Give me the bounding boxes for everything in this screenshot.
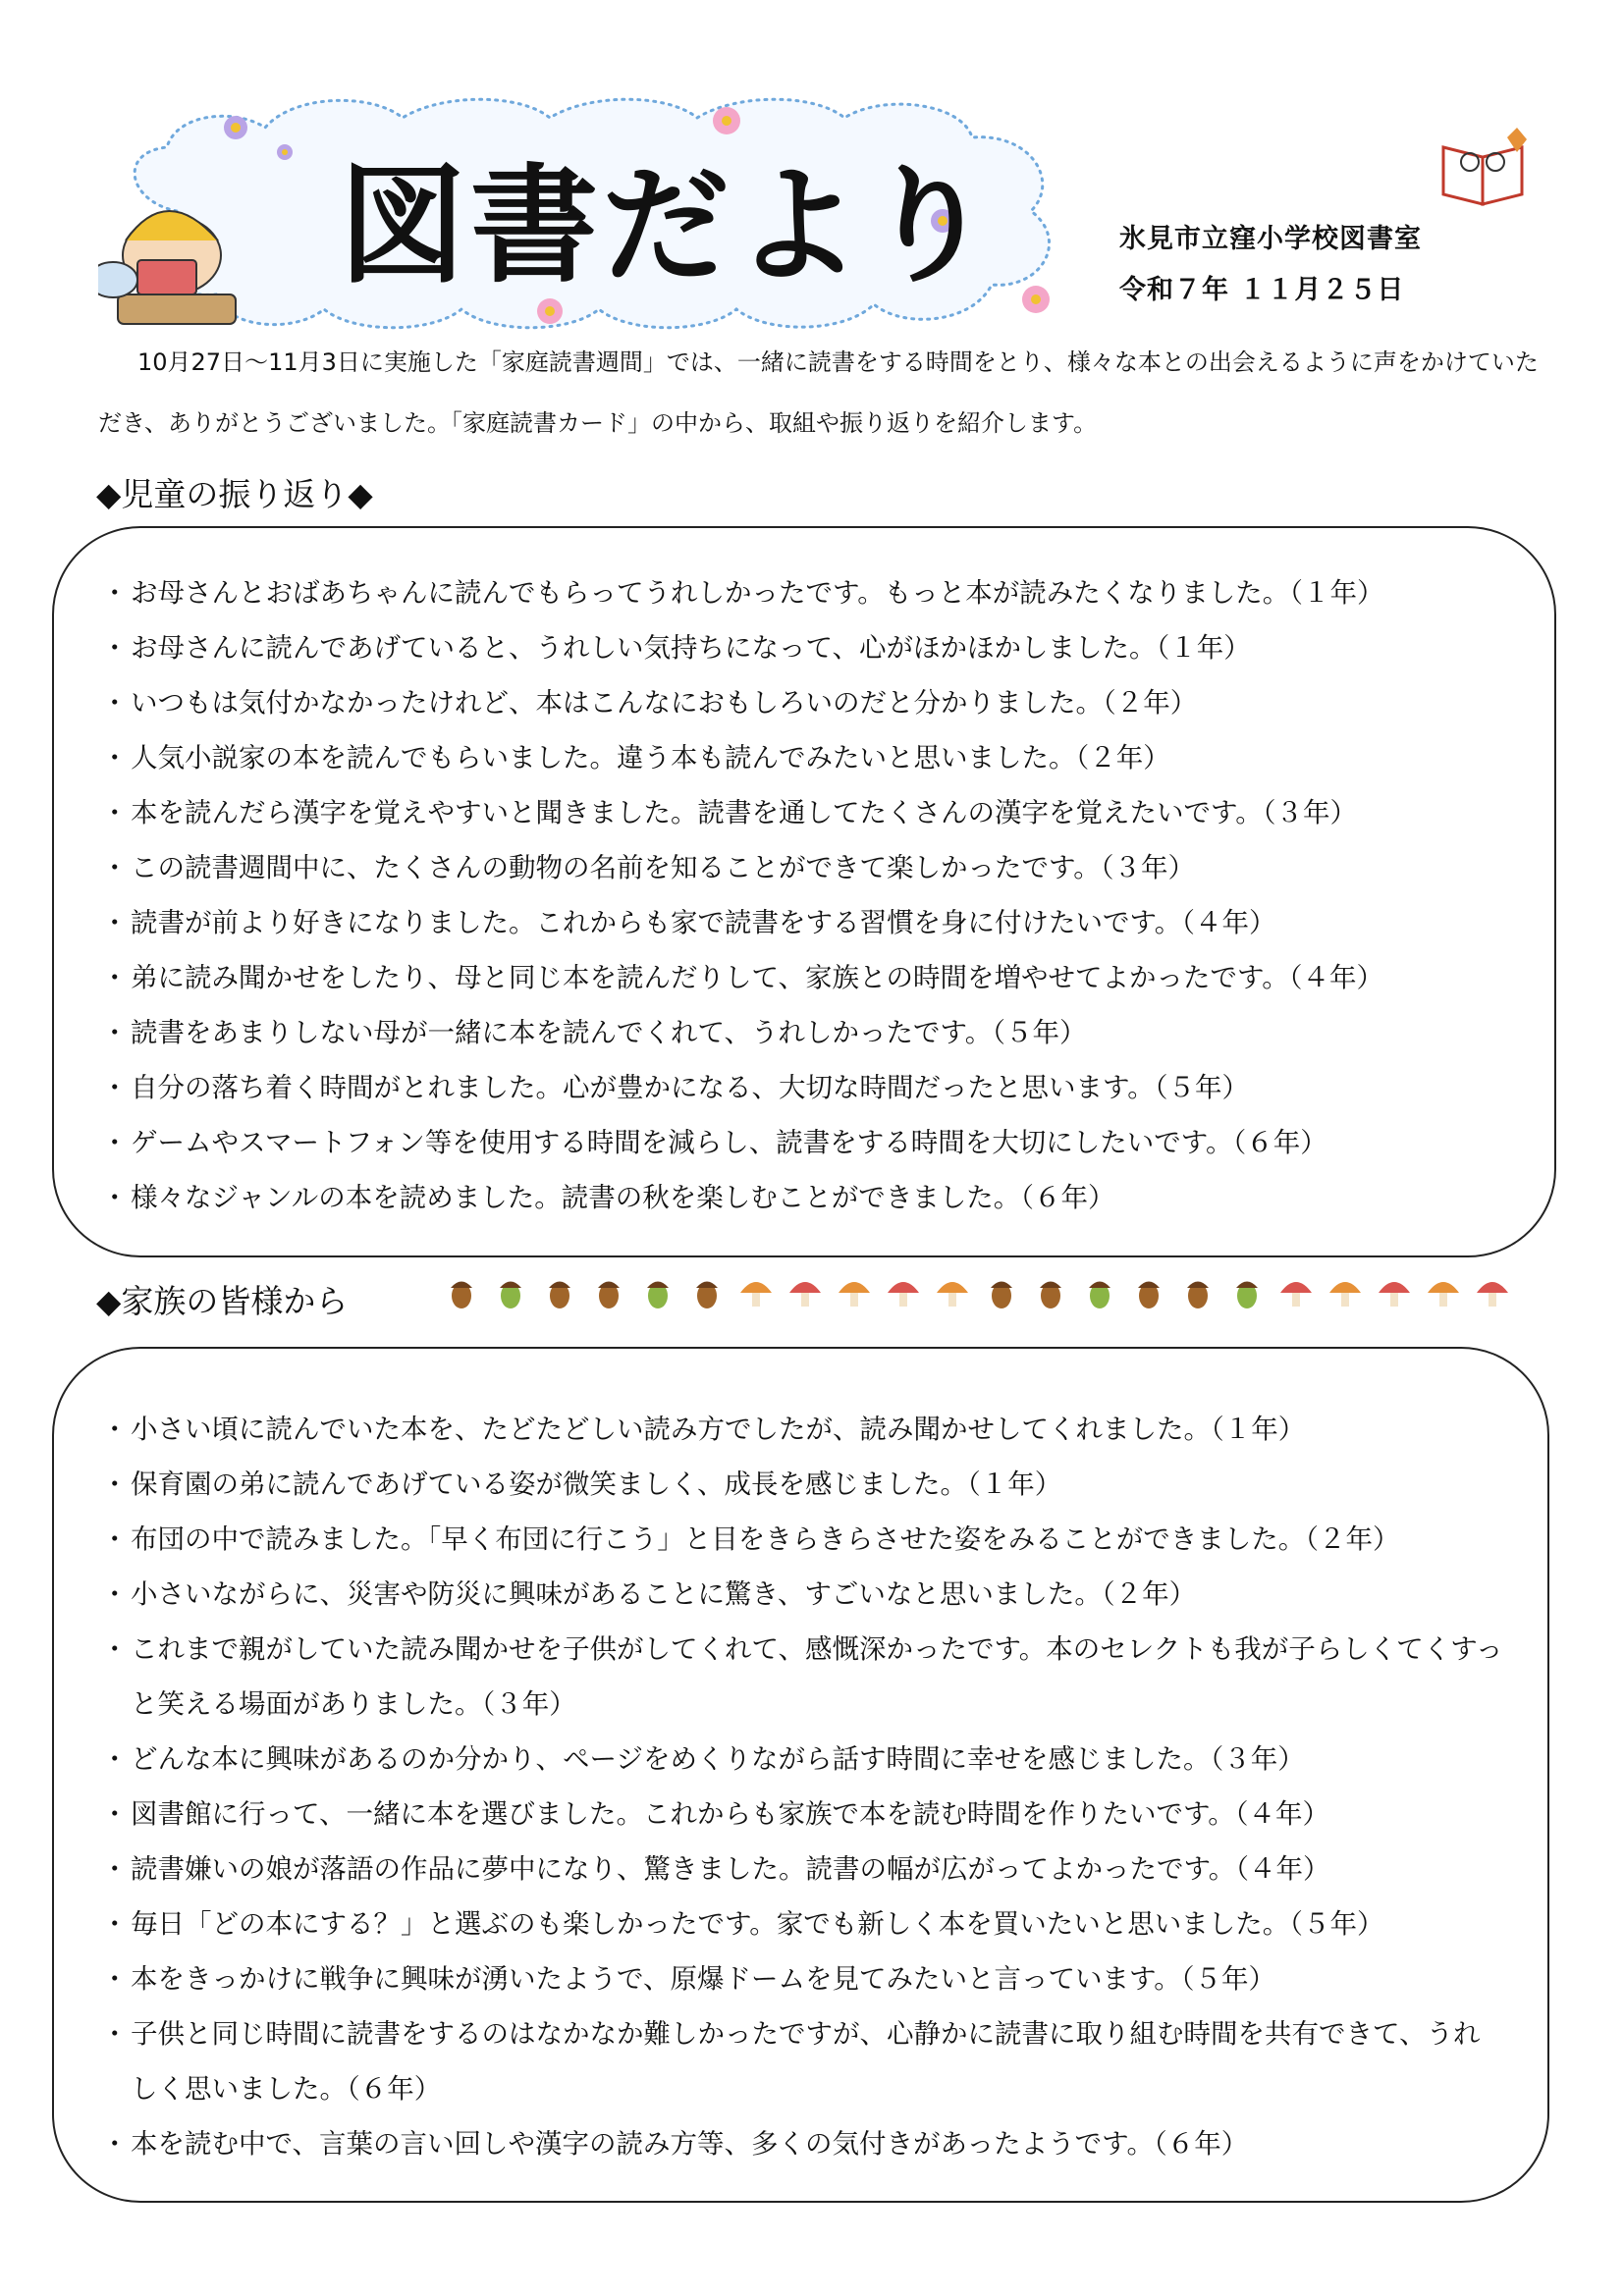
list-item: ・ これまで親がしていた読み聞かせを子供がしてくれて、感慨深かったです。本のセレクトも我が子らしくてくすっと笑える場面がありました。（３年） xyxy=(111,1622,1505,1732)
acorn-icon xyxy=(500,1282,521,1309)
list-item: ・ 本を読んだら漢字を覚えやすいと聞きました。読書を通してたくさんの漢字を覚えたいです。（３年） xyxy=(111,785,1384,840)
children-heading: ◆児童の振り返り◆ xyxy=(96,475,373,513)
list-item: ・ 読書が前より好きになりました。これからも家で読書をする習慣を身に付けたいです。（４年） xyxy=(111,895,1384,950)
mushroom-icon xyxy=(1428,1282,1459,1307)
title-cloud-frame xyxy=(98,93,1090,334)
acorn-icon xyxy=(1236,1282,1258,1309)
mushroom-icon xyxy=(937,1282,968,1307)
list-item: ・ お母さんに読んであげていると、うれしい気持ちになって、心がほかほかしました。（１年） xyxy=(111,620,1384,675)
acorn-icon xyxy=(1089,1282,1110,1309)
mushroom-icon xyxy=(1477,1282,1508,1307)
list-item: ・ 人気小説家の本を読んでもらいました。違う本も読んでみたいと思いました。（２年） xyxy=(111,730,1384,785)
list-item: ・ 小さいながらに、災害や防災に興味があることに驚き、すごいなと思いました。（２年） xyxy=(111,1567,1505,1622)
list-item: ・ 読書をあまりしない母が一緒に本を読んでくれて、うれしかったです。（５年） xyxy=(111,1005,1384,1060)
list-item: ・ 弟に読み聞かせをしたり、母と同じ本を読んだりして、家族との時間を増やせてよかったです。（４年） xyxy=(111,950,1384,1005)
acorn-icon xyxy=(1040,1282,1061,1309)
flower-icon xyxy=(537,298,563,324)
school-name: 氷見市立窪小学校図書室 xyxy=(1119,224,1422,254)
list-item: ・ お母さんとおばあちゃんに読んでもらってうれしかったです。もっと本が読みたくなりました。（１年） xyxy=(111,565,1384,620)
list-item: ・ 本をきっかけに戦争に興味が湧いたようで、原爆ドームを見てみたいと言っています。（５年） xyxy=(111,1951,1505,2006)
mushroom-icon xyxy=(1329,1282,1361,1307)
list-item: ・ ゲームやスマートフォン等を使用する時間を減らし、読書をする時間を大切にしたいです。（６年） xyxy=(111,1115,1384,1170)
acorn-icon xyxy=(549,1282,570,1309)
mushroom-icon xyxy=(839,1282,870,1307)
list-item: ・ 子供と同じ時間に読書をするのはなかなか難しかったですが、心静かに読書に取り組む時間を共有できて、うれしく思いました。（６年） xyxy=(111,2006,1505,2116)
children-list xyxy=(111,565,1384,1225)
families-list xyxy=(111,1402,1505,2171)
acorn-icon xyxy=(1187,1282,1209,1309)
families-box xyxy=(52,1347,1549,2203)
acorn-icon xyxy=(991,1282,1012,1309)
flower-icon xyxy=(224,116,247,139)
intro-text: 10月27日～11月3日に実施した「家庭読書週間」では、一緒に読書をする時間をとり、様々な本との出会えるように声をかけていただき、ありがとうございました。「家庭読書カード」の中から、取組や振り返りを紹介します。 xyxy=(98,348,1539,437)
list-item: ・ この読書週間中に、たくさんの動物の名前を知ることができて楽しかったです。（３年） xyxy=(111,840,1384,895)
school-info xyxy=(1119,214,1422,316)
list-item: ・ 本を読む中で、言葉の言い回しや漢字の読み方等、多くの気付きがあったようです。（６年） xyxy=(111,2116,1505,2171)
list-item: ・ 自分の落ち着く時間がとれました。心が豊かになる、大切な時間だったと思います。（５年） xyxy=(111,1060,1384,1115)
intro-section xyxy=(98,332,1551,454)
book-glasses-icon xyxy=(1438,128,1532,211)
list-item: ・ どんな本に興味があるのか分かり、ページをめくりながら話す時間に幸せを感じました。（３年） xyxy=(111,1732,1505,1787)
acorn-icon xyxy=(598,1282,620,1309)
mushroom-icon xyxy=(1379,1282,1410,1307)
autumn-decoration-row xyxy=(437,1266,1537,1315)
page-title: 図書だより xyxy=(339,151,998,300)
acorn-icon xyxy=(451,1282,472,1309)
list-item: ・ 様々なジャンルの本を読めました。読書の秋を楽しむことができました。（６年） xyxy=(111,1170,1384,1225)
acorn-icon xyxy=(647,1282,669,1309)
list-item: ・ 読書嫌いの娘が落語の作品に夢中になり、驚きました。読書の幅が広がってよかったです。（４年） xyxy=(111,1842,1505,1896)
list-item: ・ 図書館に行って、一緒に本を選びました。これからも家族で本を読む時間を作りたいです。（４年） xyxy=(111,1787,1505,1842)
families-heading: ◆家族の皆様から xyxy=(96,1282,349,1320)
flower-icon xyxy=(1022,286,1050,313)
issue-date: 令和７年 １１月２５日 xyxy=(1119,275,1405,305)
acorn-icon xyxy=(696,1282,718,1309)
list-item: ・ 小さい頃に読んでいた本を、たどたどしい読み方でしたが、読み聞かせしてくれました。（１年） xyxy=(111,1402,1505,1457)
list-item: ・ 毎日「どの本にする？」と選ぶのも楽しかったです。家でも新しく本を買いたいと思いました。（５年） xyxy=(111,1896,1505,1951)
mushroom-icon xyxy=(740,1282,772,1307)
mushroom-icon xyxy=(789,1282,821,1307)
mushroom-icon xyxy=(1280,1282,1312,1307)
list-item: ・ 布団の中で読みました。「早く布団に行こう」と目をきらきらさせた姿をみることができました。（２年） xyxy=(111,1512,1505,1567)
flower-icon xyxy=(713,107,740,134)
acorn-icon xyxy=(1138,1282,1160,1309)
flower-icon xyxy=(277,144,293,160)
mushroom-icon xyxy=(888,1282,919,1307)
list-item: ・ 保育園の弟に読んであげている姿が微笑ましく、成長を感じました。（１年） xyxy=(111,1457,1505,1512)
children-box xyxy=(52,526,1556,1257)
list-item: ・ いつもは気付かなかったけれど、本はこんなにおもしろいのだと分かりました。（２年） xyxy=(111,675,1384,730)
